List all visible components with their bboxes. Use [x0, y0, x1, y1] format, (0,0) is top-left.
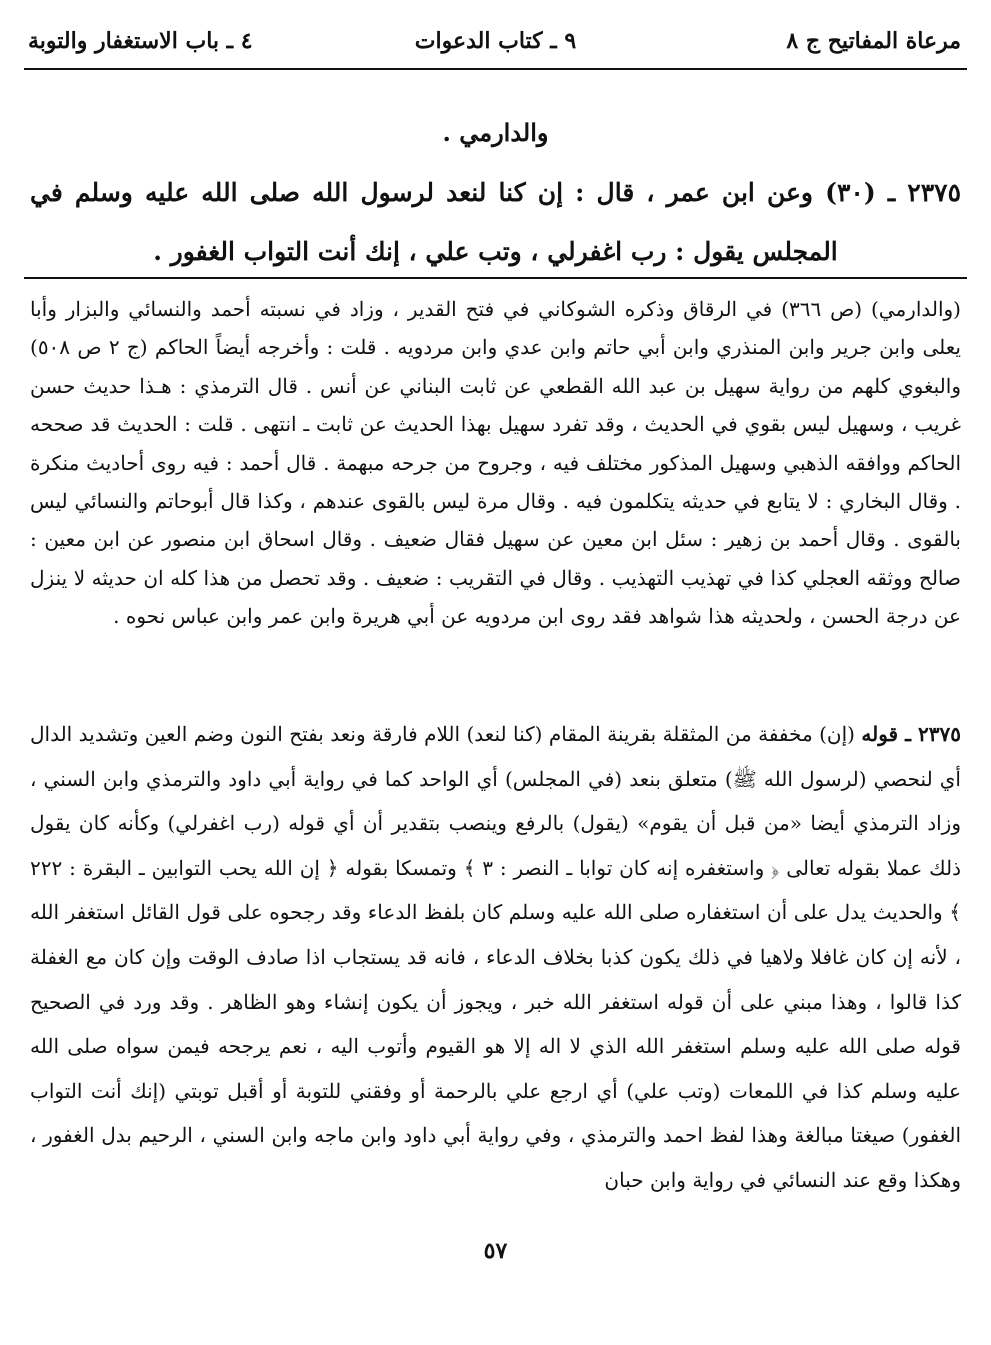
- hadith-divider: [24, 277, 967, 279]
- commentary-text: (إن) مخففة من المثقلة بقرينة المقام (كنا لنعد) اللام فارقة ونعد بفتح النون وضم العين وتشديد الدال أي لنحصي (لرسول الله ﷺ) متعلق بنعد (في المجلس) أي الواحد كما في رواية أبي داود والترمذي وابن السني ، وزاد الترمذي أيضا «من قبل أن يقوم» (يقول) بالرفع وينصب بتقدير أن أي قوله (رب اغفرلي) وكأنه كان يقول ذلك عملا بقوله تعالى ﴿ واستغفره إنه كان توابا ـ النصر : ٣ ﴾ وتمسكا بقوله ﴿ إن الله يحب التوابين ـ البقرة : ٢٢٢ ﴾ والحديث يدل على أن استغفاره صلى الله عليه وسلم كان بلفظ الدعاء وقد رجحوه على قول القائل استغفر الله ، لأنه إن كان غافلا ولاهيا في ذلك يكون كذبا بخلاف الدعاء ، فانه قد يستجاب اذا صادف الوقت وإن كان مع الغفلة كذا قالوا ، وهذا مبني على أن قوله استغفر الله خبر ، ويجوز أن يكون إنشاء وهو الظاهر . وقد ورد في الصحيح قوله صلى الله عليه وسلم استغفر الله الذي لا اله إلا هو القيوم وأتوب اليه ، نعم يرجحه فيمن سواه صلى الله عليه وسلم كذا في اللمعات (وتب علي) أي ارجع علي بالرحمة أو وفقني للتوبة أو أقبل توبتي (إنك أنت التواب الغفور) صيغتا مبالغة وهذا لفظ احمد والترمذي ، وفي رواية أبي داود وابن ماجه وابن السني ، الرحيم بدل الغفور ، وهكذا وقع عند النسائي في رواية وابن حبان: [30, 722, 962, 1192]
- commentary-lead: ٢٣٧٥ ـ قوله: [861, 722, 961, 746]
- header-divider: [24, 68, 967, 70]
- takhrij-paragraph: (والدارمي) (ص ٣٦٦) في الرقاق وذكره الشوكاني في فتح القدير ، وزاد في نسبته أحمد والنسائي والبزار وأبا يعلى وابن جرير وابن المنذري وابن أبي حاتم وابن عدي وابن مردويه . قلت : وأخرجه أيضاً الحاكم (ج ٢ ص ٥٠٨) والبغوي كلهم من رواية سهيل بن عبد الله القطعي عن ثابت البناني عن أنس . قال الترمذي : هـذا حديث حسن غريب ، وسهيل ليس بقوي في الحديث ، وقد تفرد سهيل بهذا الحديث عن ثابت ـ انتهى . قلت : الحديث قد صححه الحاكم ووافقه الذهبي وسهيل المذكور مختلف فيه ، وجروح من جرحه مبهمة . قال أحمد : فيه روى أحاديث منكرة . وقال البخاري : لا يتابع في حديثه يتكلمون فيه . وقال مرة ليس بالقوى عندهم ، وكذا قال أبوحاتم والنسائي ليس بالقوى . وقال أحمد بن زهير : سئل ابن معين عن سهيل فقال ضعيف . وقال اسحاق ابن منصور عن ابن معين : صالح ووثقه العجلي كذا في تهذيب التهذيب . وقال في التقريب : ضعيف . وقد تحصل من هذا كله ان حديثه لا ينزل عن درجة الحسن ، ولحديثه هذا شواهد فقد روى ابن مردويه عن أبي هريرة وابن عمر وابن عباس نحوه .: [30, 297, 961, 629]
- page-number: ٥٧: [483, 1238, 508, 1264]
- header-book-volume: مرعاة المفاتيح ج ٨: [786, 28, 961, 54]
- header-book-title: ٩ ـ كتاب الدعوات: [414, 28, 577, 54]
- takhrij-notes: [30, 290, 961, 636]
- commentary-paragraph: [30, 712, 961, 1203]
- hadith-text-block: [30, 163, 961, 281]
- commentary-section: [30, 712, 961, 1203]
- header-chapter: ٤ ـ باب الاستغفار والتوبة: [28, 28, 253, 54]
- hadith-text: وعن ابن عمر ، قال : إن كنا لنعد لرسول الله صلى الله عليه وسلم في المجلس يقول : رب اغفرلي ، وتب علي ، إنك أنت التواب الغفور .: [30, 178, 838, 266]
- previous-source-ending: والدارمي .: [442, 118, 549, 147]
- hadith-number: ٢٣٧٥ ـ (٣٠): [825, 178, 961, 207]
